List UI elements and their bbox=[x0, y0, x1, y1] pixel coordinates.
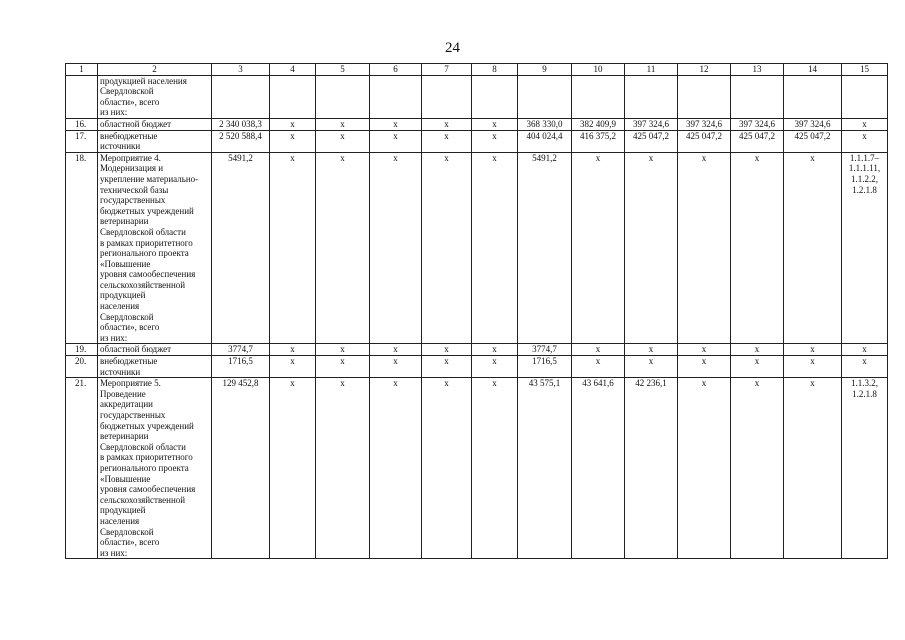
row-value: x bbox=[370, 356, 422, 378]
row-value bbox=[422, 75, 472, 118]
table-row bbox=[66, 75, 888, 118]
row-value: x bbox=[625, 344, 678, 356]
row-value: 425 047,2 bbox=[784, 130, 842, 152]
row-value: x bbox=[784, 344, 842, 356]
row-value: 382 409,9 bbox=[572, 118, 625, 130]
row-value: x bbox=[731, 378, 784, 559]
row-value: 397 324,6 bbox=[784, 118, 842, 130]
row-value: x bbox=[422, 130, 472, 152]
row-value: 1716,5 bbox=[212, 356, 270, 378]
row-value: x bbox=[472, 130, 518, 152]
row-value: x bbox=[784, 152, 842, 344]
row-value: x bbox=[270, 344, 316, 356]
row-value: x bbox=[472, 118, 518, 130]
row-number: 21. bbox=[66, 378, 98, 559]
row-value: x bbox=[472, 356, 518, 378]
row-reference: x bbox=[842, 118, 888, 130]
row-value: x bbox=[316, 152, 370, 344]
table-row bbox=[66, 130, 888, 152]
column-header: 5 bbox=[316, 64, 370, 76]
row-value: 43 641,6 bbox=[572, 378, 625, 559]
table-row bbox=[66, 152, 888, 344]
column-header: 10 bbox=[572, 64, 625, 76]
table-body bbox=[66, 75, 888, 559]
row-value: 404 024,4 bbox=[518, 130, 572, 152]
row-value bbox=[518, 75, 572, 118]
row-value: x bbox=[316, 118, 370, 130]
row-value: 5491,2 bbox=[212, 152, 270, 344]
table-row bbox=[66, 356, 888, 378]
row-value: x bbox=[270, 118, 316, 130]
row-value bbox=[316, 75, 370, 118]
row-reference bbox=[842, 75, 888, 118]
row-value: x bbox=[731, 356, 784, 378]
row-value bbox=[625, 75, 678, 118]
row-value: x bbox=[678, 344, 731, 356]
row-value: x bbox=[370, 378, 422, 559]
column-header: 14 bbox=[784, 64, 842, 76]
row-value: x bbox=[422, 344, 472, 356]
row-value: 2 340 038,3 bbox=[212, 118, 270, 130]
row-value: x bbox=[316, 378, 370, 559]
row-value: 2 520 588,4 bbox=[212, 130, 270, 152]
column-header: 12 bbox=[678, 64, 731, 76]
column-header: 8 bbox=[472, 64, 518, 76]
column-header: 7 bbox=[422, 64, 472, 76]
row-description: внебюджетные источники bbox=[98, 130, 212, 152]
row-value: x bbox=[422, 152, 472, 344]
row-description: Мероприятие 5. Проведение аккредитации государственных бюджетных учреждений ветеринарии Свердловской области в рамках приоритетного регионального проекта «Повышение уровня самообеспечения сельскохозяйственной продукцией населения Свердловской области», всего из них: bbox=[98, 378, 212, 559]
table-row bbox=[66, 344, 888, 356]
row-value: 416 375,2 bbox=[572, 130, 625, 152]
column-header: 13 bbox=[731, 64, 784, 76]
row-value: x bbox=[316, 344, 370, 356]
row-value: x bbox=[784, 356, 842, 378]
row-value: x bbox=[678, 356, 731, 378]
column-header: 11 bbox=[625, 64, 678, 76]
row-value: x bbox=[270, 152, 316, 344]
row-value: 3774,7 bbox=[212, 344, 270, 356]
row-value: x bbox=[784, 378, 842, 559]
column-number-row bbox=[66, 64, 888, 76]
row-value: x bbox=[422, 356, 472, 378]
row-value: 129 452,8 bbox=[212, 378, 270, 559]
row-number: 16. bbox=[66, 118, 98, 130]
row-value: 425 047,2 bbox=[731, 130, 784, 152]
column-header: 1 bbox=[66, 64, 98, 76]
row-number bbox=[66, 75, 98, 118]
column-header: 15 bbox=[842, 64, 888, 76]
row-value: x bbox=[625, 356, 678, 378]
row-value: x bbox=[731, 152, 784, 344]
row-value: x bbox=[731, 344, 784, 356]
row-value: x bbox=[678, 378, 731, 559]
row-reference: x bbox=[842, 356, 888, 378]
row-value: x bbox=[678, 152, 731, 344]
table-row bbox=[66, 378, 888, 559]
row-reference: 1.1.1.7– 1.1.1.11, 1.1.2.2, 1.2.1.8 bbox=[842, 152, 888, 344]
row-value bbox=[784, 75, 842, 118]
row-description: Мероприятие 4. Модернизация и укрепление материально- технической базы государственных бюджетных учреждений ветеринарии Свердловской области в рамках приоритетного регионального проекта «Повышение уровня самообеспечения сельскохозяйственной продукцией населения Свердловской области», всего из них: bbox=[98, 152, 212, 344]
row-value: x bbox=[270, 130, 316, 152]
row-description: продукцией населения Свердловской области», всего из них: bbox=[98, 75, 212, 118]
row-value bbox=[370, 75, 422, 118]
row-number: 19. bbox=[66, 344, 98, 356]
row-value: x bbox=[316, 356, 370, 378]
row-value: x bbox=[422, 118, 472, 130]
column-header: 9 bbox=[518, 64, 572, 76]
row-value bbox=[731, 75, 784, 118]
row-value: 397 324,6 bbox=[731, 118, 784, 130]
row-value: x bbox=[270, 378, 316, 559]
row-value: 43 575,1 bbox=[518, 378, 572, 559]
row-value: x bbox=[370, 152, 422, 344]
row-value: x bbox=[370, 130, 422, 152]
row-reference: 1.1.3.2, 1.2.1.8 bbox=[842, 378, 888, 559]
column-header: 3 bbox=[212, 64, 270, 76]
row-value: 425 047,2 bbox=[625, 130, 678, 152]
row-value bbox=[572, 75, 625, 118]
row-description: областной бюджет bbox=[98, 118, 212, 130]
row-value: 1716,5 bbox=[518, 356, 572, 378]
table-row bbox=[66, 118, 888, 130]
column-header: 6 bbox=[370, 64, 422, 76]
row-value: x bbox=[572, 152, 625, 344]
row-value bbox=[270, 75, 316, 118]
row-value: x bbox=[472, 378, 518, 559]
row-value: x bbox=[472, 152, 518, 344]
row-value: x bbox=[625, 152, 678, 344]
row-description: областной бюджет bbox=[98, 344, 212, 356]
row-value bbox=[472, 75, 518, 118]
row-value: 368 330,0 bbox=[518, 118, 572, 130]
row-value: 5491,2 bbox=[518, 152, 572, 344]
row-value: 397 324,6 bbox=[678, 118, 731, 130]
row-number: 17. bbox=[66, 130, 98, 152]
row-reference: x bbox=[842, 130, 888, 152]
row-value: x bbox=[370, 118, 422, 130]
row-value: 42 236,1 bbox=[625, 378, 678, 559]
row-value bbox=[212, 75, 270, 118]
row-value: x bbox=[316, 130, 370, 152]
row-value bbox=[678, 75, 731, 118]
column-header: 2 bbox=[98, 64, 212, 76]
column-header: 4 bbox=[270, 64, 316, 76]
row-value: x bbox=[370, 344, 422, 356]
row-value: 3774,7 bbox=[518, 344, 572, 356]
row-value: 425 047,2 bbox=[678, 130, 731, 152]
row-description: внебюджетные источники bbox=[98, 356, 212, 378]
row-reference: x bbox=[842, 344, 888, 356]
row-value: x bbox=[572, 356, 625, 378]
row-number: 20. bbox=[66, 356, 98, 378]
row-value: x bbox=[572, 344, 625, 356]
budget-table bbox=[65, 63, 888, 559]
row-value: x bbox=[472, 344, 518, 356]
row-number: 18. bbox=[66, 152, 98, 344]
row-value: x bbox=[270, 356, 316, 378]
row-value: x bbox=[422, 378, 472, 559]
row-value: 397 324,6 bbox=[625, 118, 678, 130]
page-number: 24 bbox=[445, 40, 460, 56]
